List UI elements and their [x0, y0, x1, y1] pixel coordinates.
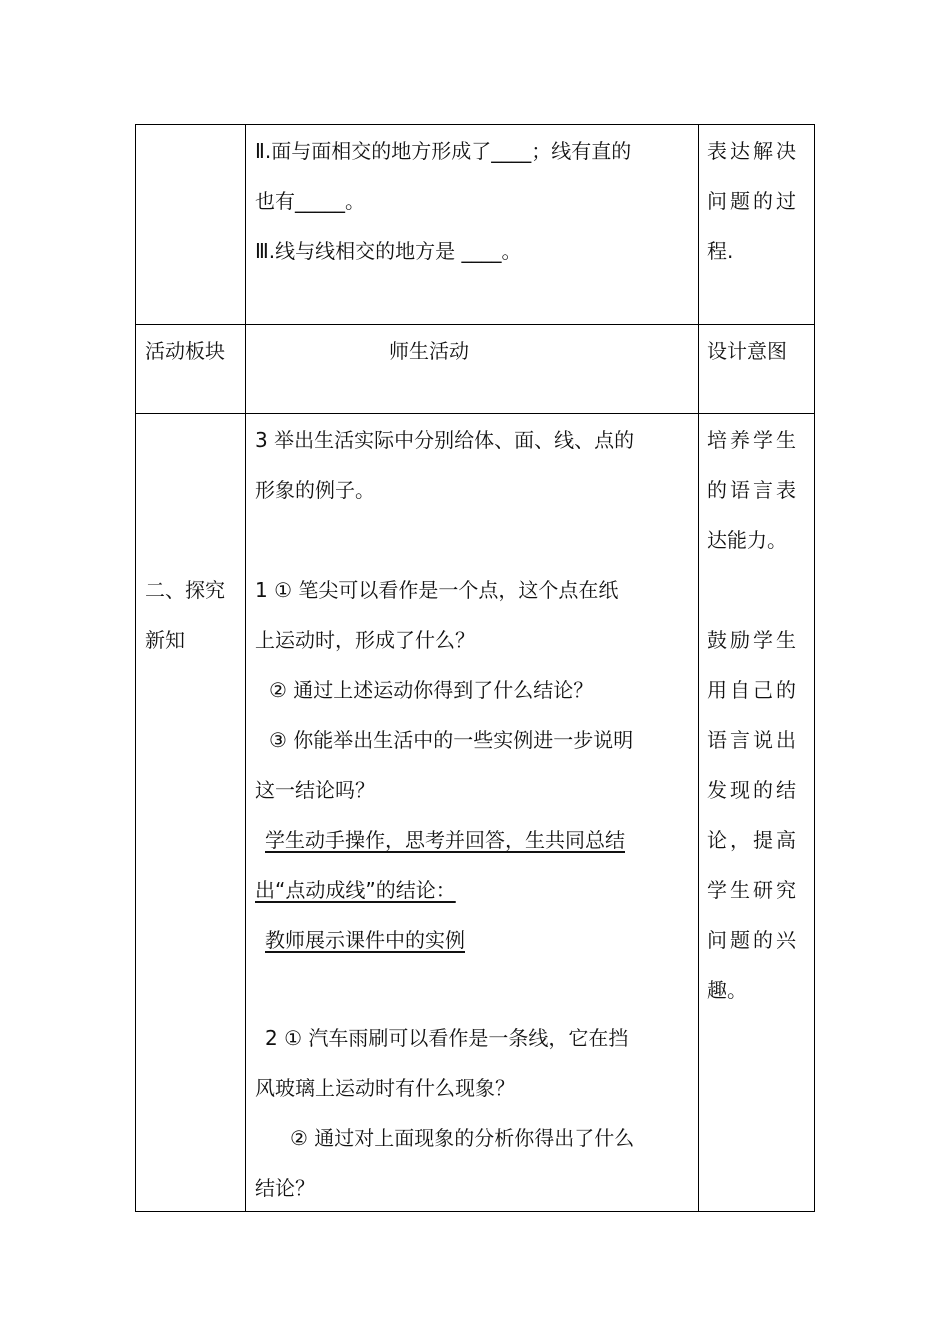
top-design-line-1: 表达解决 [707, 139, 799, 163]
activity-line-13: ② 通过对上面现象的分析你得出了什么 [290, 1126, 635, 1150]
design-line-7: 发现的结 [707, 778, 799, 802]
design-line-8: 论，提高 [707, 828, 799, 852]
activity-line-9: 出“点动成线”的结论： [255, 878, 456, 902]
top-activity-line-2: 也有_____。 [255, 189, 365, 213]
block-label-line-2: 新知 [145, 628, 185, 652]
top-activity-line-3: Ⅲ.线与线相交的地方是 ____。 [255, 239, 522, 263]
design-line-10: 问题的兴 [707, 928, 799, 952]
activity-line-2: 形象的例子。 [255, 478, 375, 502]
activity-line-11: 2 ① 汽车雨刷可以看作是一条线，它在挡 [265, 1026, 629, 1050]
activity-line-4: 上运动时，形成了什么？ [255, 628, 475, 652]
design-line-11: 趣。 [707, 978, 747, 1002]
block-label-line-1: 二、探究 [145, 578, 225, 602]
top-activity-line-1: Ⅱ.面与面相交的地方形成了____；线有直的 [255, 139, 632, 163]
header-teacher-student-activity: 师生活动 [389, 339, 469, 363]
activity-line-5: ② 通过上述运动你得到了什么结论？ [269, 678, 594, 702]
column-divider-2 [698, 124, 699, 1212]
design-line-3: 达能力。 [707, 528, 787, 552]
activity-line-14: 结论？ [255, 1176, 315, 1200]
top-design-line-2: 问题的过 [707, 189, 799, 213]
design-line-4: 鼓励学生 [707, 628, 799, 652]
activity-line-8: 学生动手操作，思考并回答，生共同总结 [265, 828, 625, 852]
activity-line-3: 1 ① 笔尖可以看作是一个点，这个点在纸 [255, 578, 619, 602]
column-divider-1 [245, 124, 246, 1212]
design-line-9: 学生研究 [707, 878, 799, 902]
design-line-1: 培养学生 [707, 428, 799, 452]
table-border-bottom [135, 1211, 815, 1212]
table-border-right [814, 124, 815, 1212]
design-line-5: 用自己的 [707, 678, 799, 702]
table-border-top [135, 124, 815, 125]
row-divider-2 [135, 413, 815, 414]
header-design-intent: 设计意图 [707, 339, 787, 363]
row-divider-1 [135, 324, 815, 325]
activity-line-10: 教师展示课件中的实例 [265, 928, 465, 952]
design-line-6: 语言说出 [707, 728, 799, 752]
design-line-2: 的语言表 [707, 478, 799, 502]
activity-line-6: ③ 你能举出生活中的一些实例进一步说明 [269, 728, 634, 752]
table-border-left [135, 124, 136, 1212]
activity-line-1: 3 举出生活实际中分别给体、面、线、点的 [255, 428, 635, 452]
top-design-line-3: 程. [707, 239, 734, 263]
activity-line-12: 风玻璃上运动时有什么现象？ [255, 1076, 515, 1100]
header-activity-block: 活动板块 [145, 339, 225, 363]
activity-line-7: 这一结论吗？ [255, 778, 375, 802]
